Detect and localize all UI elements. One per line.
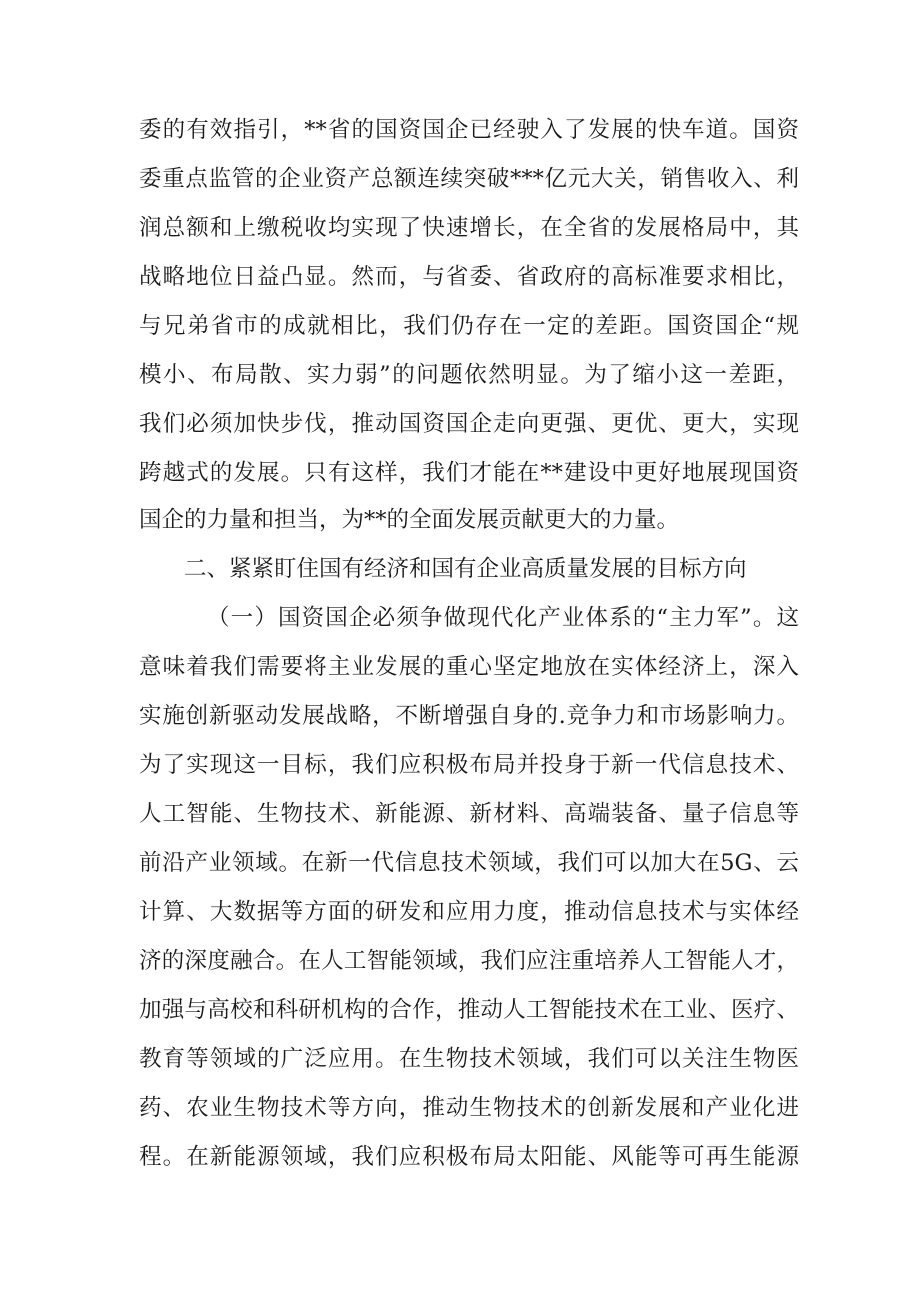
text-line: 模小、布局散、实力弱”的问题依然明显。为了缩小这一差距， — [139, 362, 799, 388]
text-line: 润总额和上缴税收均实现了快速增长，在全省的发展格局中，其 — [139, 215, 799, 241]
text-line: 国企的力量和担当，为**的全面发展贡献更大的力量。 — [139, 507, 680, 533]
text-line: 意味着我们需要将主业发展的重心坚定地放在实体经济上，深入 — [139, 654, 799, 680]
text-line: 教育等领域的广泛应用。在生物技术领域，我们可以关注生物医 — [139, 1046, 799, 1072]
text-line: 计算、大数据等方面的研发和应用力度，推动信息技术与实体经 — [139, 899, 799, 925]
text-line: 前沿产业领域。在新一代信息技术领域，我们可以加大在5G、云 — [139, 850, 799, 876]
text-line: 人工智能、生物技术、新能源、新材料、高端装备、量子信息等 — [139, 801, 799, 827]
section-heading: 二、紧紧盯住国有经济和国有企业高质量发展的目标方向 — [184, 556, 747, 582]
text-line: 实施创新驱动发展战略，不断增强自身的.竞争力和市场影响力。 — [139, 703, 799, 729]
text-line: 委的有效指引，**省的国资国企已经驶入了发展的快车道。国资 — [139, 117, 799, 143]
text-line: 与兄弟省市的成就相比，我们仍存在一定的差距。国资国企“规 — [139, 313, 799, 339]
text-line: 为了实现这一目标，我们应积极布局并投身于新一代信息技术、 — [139, 752, 799, 778]
text-line: 济的深度融合。在人工智能领域，我们应注重培养人工智能人才， — [139, 948, 799, 974]
text-line: 战略地位日益凸显。然而，与省委、省政府的高标准要求相比， — [139, 264, 799, 290]
text-line: 跨越式的发展。只有这样，我们才能在**建设中更好地展现国资 — [139, 460, 799, 486]
text-line: 加强与高校和科研机构的合作，推动人工智能技术在工业、医疗、 — [139, 997, 799, 1023]
text-line: 程。在新能源领域，我们应积极布局太阳能、风能等可再生能源 — [139, 1144, 799, 1170]
subsection-heading-line: （一）国资国企必须争做现代化产业体系的“主力军”。这 — [207, 605, 799, 631]
text-line: 我们必须加快步伐，推动国资国企走向更强、更优、更大，实现 — [139, 411, 799, 437]
text-line: 委重点监管的企业资产总额连续突破***亿元大关，销售收入、利 — [139, 166, 799, 192]
text-line: 药、农业生物技术等方向，推动生物技术的创新发展和产业化进 — [139, 1095, 799, 1121]
